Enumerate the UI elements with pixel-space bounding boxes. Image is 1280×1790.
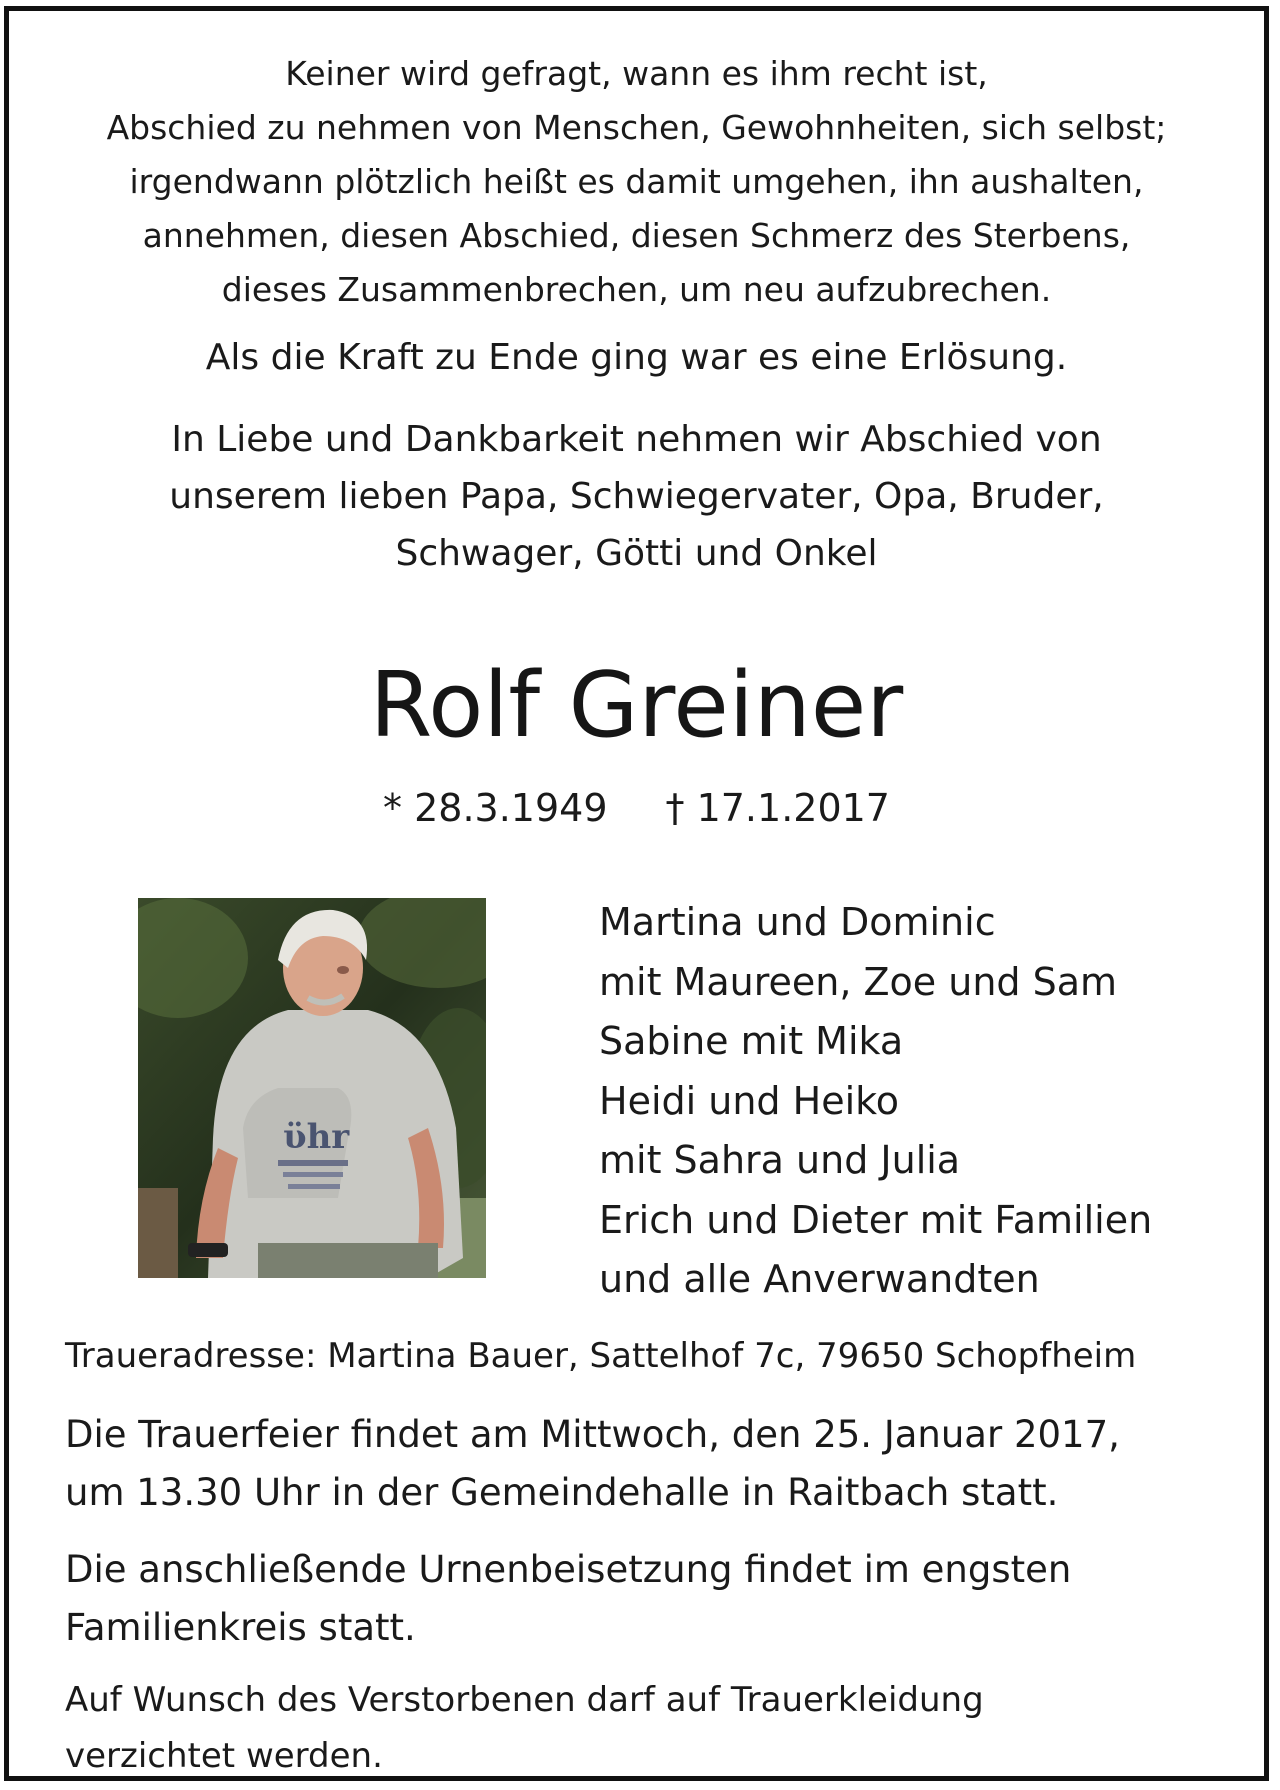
portrait-photo (138, 898, 486, 1278)
urn-burial-info (65, 1541, 1071, 1657)
family-line: Sabine mit Mika (599, 1019, 904, 1063)
birth-date: * 28.3.1949 (383, 786, 608, 830)
family-line: mit Sahra und Julia (599, 1138, 961, 1182)
obituary-notice (4, 6, 1269, 1781)
poem-line: annehmen, diesen Abschied, diesen Schmerz des Sterbens, (142, 216, 1131, 255)
family-line: Heidi und Heiko (599, 1078, 900, 1123)
poem (9, 47, 1264, 317)
poem-line: dieses Zusammenbrechen, um neu aufzubrechen. (221, 270, 1052, 309)
deceased-name: Rolf Greiner (369, 653, 904, 758)
dress-wish (65, 1672, 984, 1784)
ceremony-line: um 13.30 Uhr in der Gemeindehalle in Raitbach statt. (65, 1471, 1059, 1514)
family-line: Martina und Dominic (599, 900, 996, 944)
release-line: Als die Kraft zu Ende ging war es eine Erlösung. (205, 337, 1068, 378)
urn-line: Die anschließende Urnenbeisetzung findet im engsten (65, 1548, 1072, 1591)
poem-line: Abschied zu nehmen von Menschen, Gewohnheiten, sich selbst; (106, 108, 1167, 147)
poem-line: irgendwann plötzlich heißt es damit umgehen, ihn aushalten, (129, 162, 1144, 201)
urn-line: Familienkreis statt. (65, 1606, 416, 1649)
life-dates (9, 783, 1264, 833)
family-list (599, 893, 1152, 1310)
poem-line: Keiner wird gefragt, wann es ihm recht ist, (285, 54, 988, 93)
intro-line: unserem lieben Papa, Schwiegervater, Opa, Bruder, (169, 476, 1104, 517)
family-line: und alle Anverwandten (599, 1257, 1040, 1301)
ceremony-info (65, 1406, 1120, 1522)
ceremony-line: Die Trauerfeier findet am Mittwoch, den 25. Januar 2017, (65, 1413, 1120, 1456)
mourning-address: Traueradresse: Martina Bauer, Sattelhof 7c, 79650 Schopfheim (65, 1336, 1137, 1376)
wish-line: Auf Wunsch des Verstorbenen darf auf Trauerkleidung (65, 1680, 984, 1720)
svg-text:ϋhr: ϋhr (283, 1117, 350, 1157)
family-line: Erich und Dieter mit Familien (599, 1197, 1153, 1242)
intro-text (9, 411, 1264, 582)
intro-line: Schwager, Götti und Onkel (395, 533, 878, 574)
family-line: mit Maureen, Zoe und Sam (599, 959, 1118, 1004)
intro-line: In Liebe und Dankbarkeit nehmen wir Abschied von (171, 419, 1102, 460)
death-date: † 17.1.2017 (665, 786, 890, 830)
wish-line: verzichtet werden. (65, 1736, 383, 1776)
